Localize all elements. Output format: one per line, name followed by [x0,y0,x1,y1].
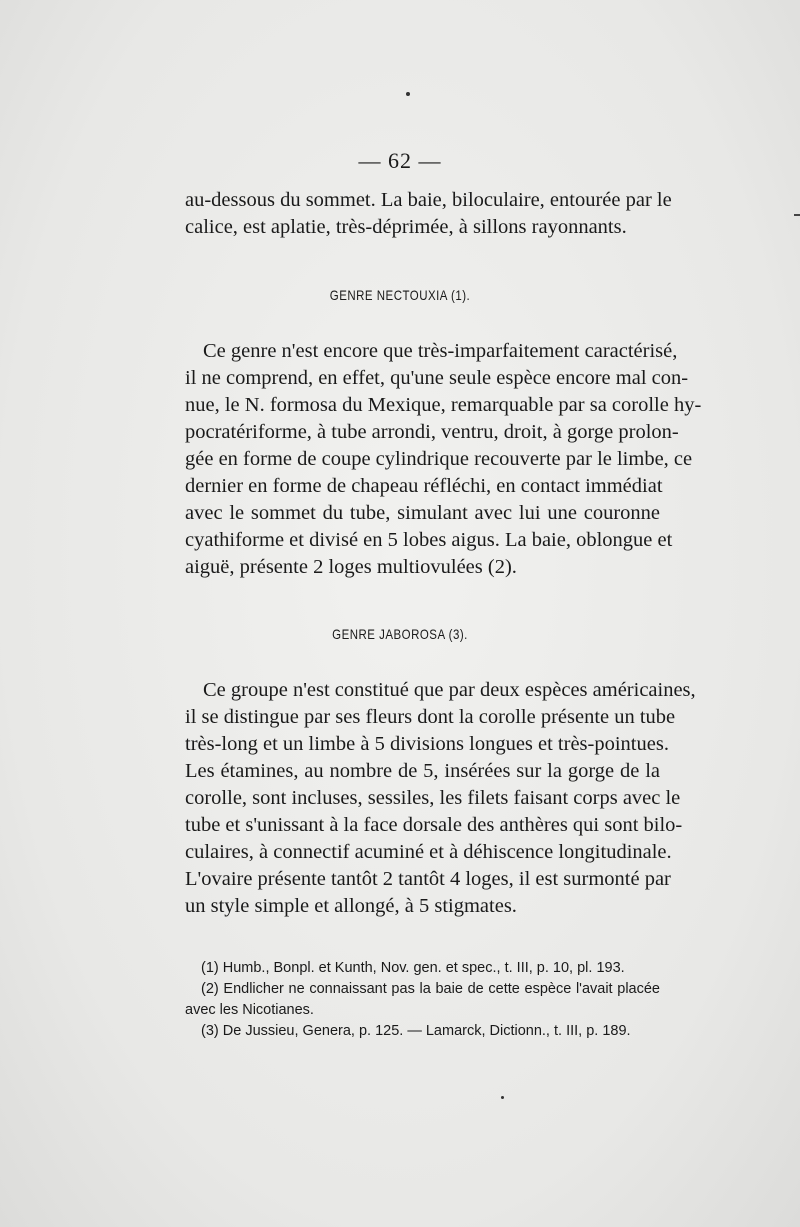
text-line: calice, est aplatie, très-déprimée, à sillons rayonnants. [185,216,627,238]
footnote-2-continued: avec les Nicotianes. [185,1002,314,1018]
text-line: cyathiforme et divisé en 5 lobes aigus. La baie, oblongue et [185,529,673,551]
text-line: Ce genre n'est encore que très-imparfaitement caractérisé, [203,340,678,362]
paragraph-2 [185,338,702,581]
text-line: il ne comprend, en effet, qu'une seule espèce encore mal con- [185,367,689,389]
paragraph-3 [185,677,696,920]
footnote-2: (2) Endlicher ne connaissant pas la baie de cette espèce l'avait placée [201,981,660,997]
text-line: tube et s'unissant à la face dorsale des anthères qui sont bilo- [185,814,683,836]
text-line: Les étamines, au nombre de 5, insérées sur la gorge de la [185,760,660,782]
text-line: gée en forme de coupe cylindrique recouverte par le limbe, ce [185,448,693,470]
text-line: au-dessous du sommet. La baie, biloculaire, entourée par le [185,189,672,211]
footnote-3: (3) De Jussieu, Genera, p. 125. — Lamarck, Dictionn., t. III, p. 189. [201,1023,631,1039]
ink-speck-top [406,92,410,96]
text-line: Ce groupe n'est constitué que par deux espèces américaines, [203,679,696,701]
footnote-1: (1) Humb., Bonpl. et Kunth, Nov. gen. et spec., t. III, p. 10, pl. 193. [201,960,625,976]
page-edge-mark [794,214,800,216]
paragraph-1 [185,187,672,241]
text-line: culaires, à connectif acuminé et à déhiscence longitudinale. [185,841,672,863]
text-line: il se distingue par ses fleurs dont la corolle présente un tube [185,706,676,728]
text-line: pocratériforme, à tube arrondi, ventru, droit, à gorge prolon- [185,421,679,443]
text-line: avec le sommet du tube, simulant avec lui une couronne [185,502,660,524]
section-heading-jaborosa: GENRE JABOROSA (3). [332,626,468,642]
text-line: corolle, sont incluses, sessiles, les filets faisant corps avec le [185,787,681,809]
text-line: nue, le N. formosa du Mexique, remarquable par sa corolle hy- [185,394,702,416]
text-line: très-long et un limbe à 5 divisions longues et très-pointues. [185,733,669,755]
text-line: aiguë, présente 2 loges multiovulées (2). [185,556,517,578]
text-line: dernier en forme de chapeau réfléchi, en contact immédiat [185,475,663,497]
section-heading-nectouxia: GENRE NECTOUXIA (1). [329,287,471,303]
ink-speck-bottom [501,1096,504,1099]
page-number: — 62 — [358,148,442,173]
text-line: L'ovaire présente tantôt 2 tantôt 4 loges, il est surmonté par [185,868,671,890]
text-line: un style simple et allongé, à 5 stigmates. [185,895,517,917]
footnotes [185,958,660,1042]
